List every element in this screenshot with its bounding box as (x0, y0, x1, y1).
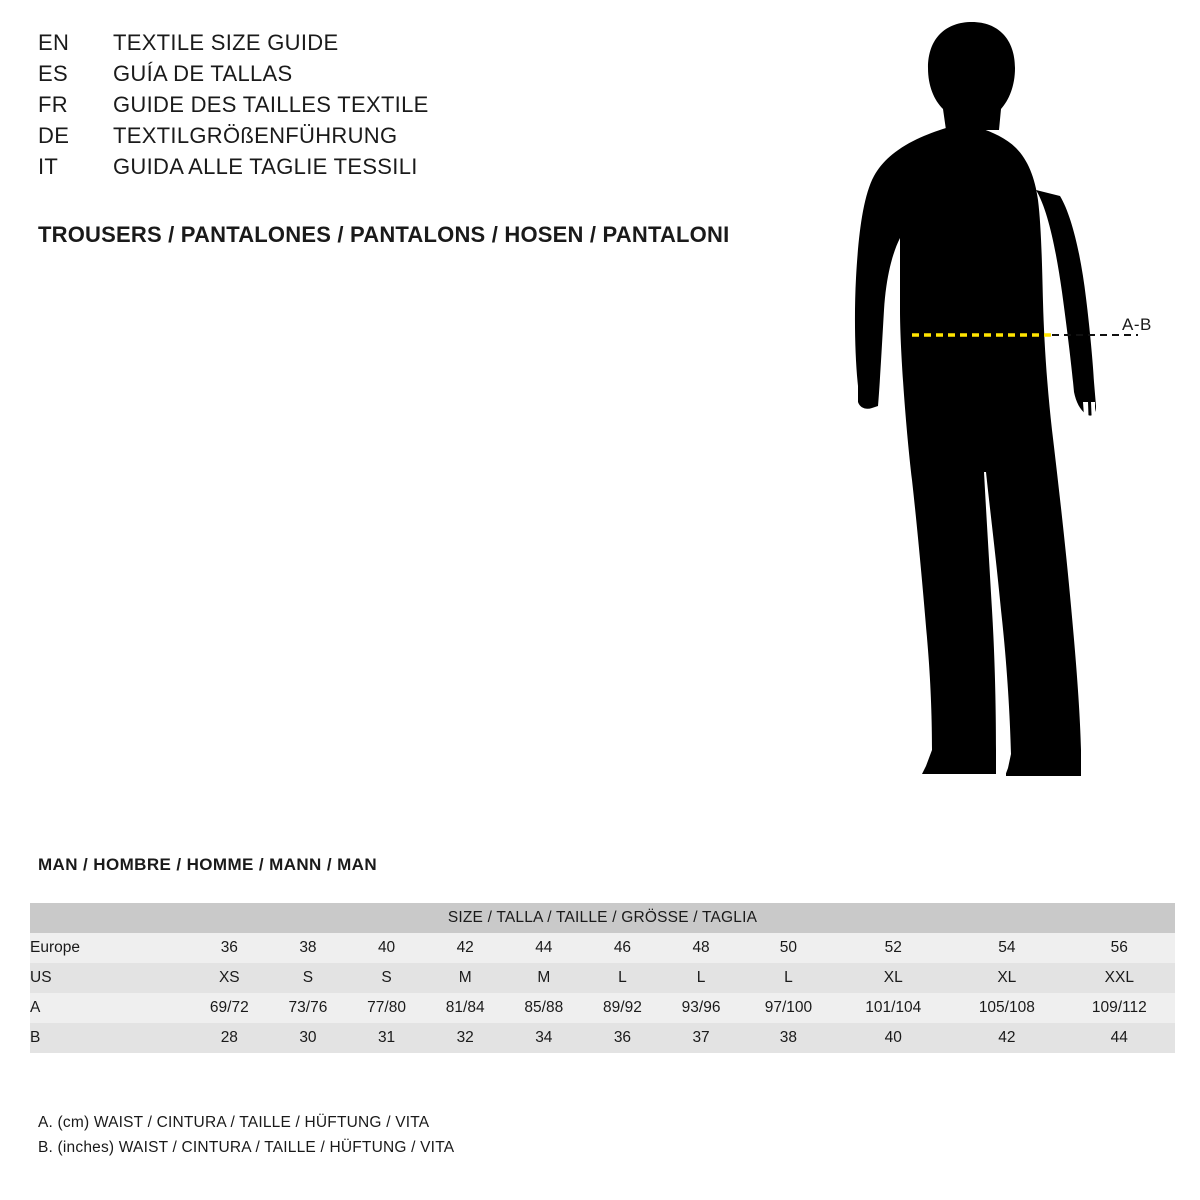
table-cell: 46 (583, 933, 662, 963)
garment-type-title: TROUSERS / PANTALONES / PANTALONS / HOSEN / PANTALONI (38, 222, 730, 247)
table-cell: 93/96 (662, 993, 741, 1023)
language-code: FR (38, 92, 68, 117)
language-text: GUIDA ALLE TAGLIE TESSILI (113, 154, 418, 179)
table-cell: S (347, 963, 426, 993)
table-cell: 34 (505, 1023, 584, 1053)
table-cell: 42 (950, 1023, 1064, 1053)
language-row (38, 123, 798, 154)
table-cell: M (505, 963, 584, 993)
table-cell: 54 (950, 933, 1064, 963)
table-cell: 38 (269, 933, 348, 963)
language-row (38, 30, 798, 61)
table-header-label: SIZE / TALLA / TAILLE / GRÖSSE / TAGLIA (30, 903, 1175, 933)
footnote-b: B. (inches) WAIST / CINTURA / TAILLE / HÜFTUNG / VITA (38, 1139, 455, 1156)
table-cell: XL (836, 963, 950, 993)
table-cell: M (426, 963, 505, 993)
table-cell: XXL (1064, 963, 1175, 993)
table-row (30, 963, 1175, 993)
table-cell: L (583, 963, 662, 993)
table-cell: 101/104 (836, 993, 950, 1023)
measure-label-ab: A-B (1122, 315, 1152, 334)
footnote-a: A. (cm) WAIST / CINTURA / TAILLE / HÜFTUNG / VITA (38, 1114, 430, 1131)
table-cell: 52 (836, 933, 950, 963)
table-cell: 40 (347, 933, 426, 963)
table-cell: 40 (836, 1023, 950, 1053)
table-cell: 77/80 (347, 993, 426, 1023)
table-cell: 105/108 (950, 993, 1064, 1023)
table-cell: 31 (347, 1023, 426, 1053)
table-row (30, 993, 1175, 1023)
language-row (38, 92, 798, 123)
table-row (30, 1023, 1175, 1053)
table-cell: 38 (740, 1023, 836, 1053)
model-figure (800, 10, 1200, 810)
man-silhouette-icon (800, 10, 1200, 810)
table-cell: 32 (426, 1023, 505, 1053)
size-table (30, 903, 1175, 1053)
table-cell: 81/84 (426, 993, 505, 1023)
table-cell: XS (190, 963, 269, 993)
table-cell: 89/92 (583, 993, 662, 1023)
table-cell: 109/112 (1064, 993, 1175, 1023)
language-code: DE (38, 123, 70, 148)
table-cell: 44 (505, 933, 584, 963)
table-cell: XL (950, 963, 1064, 993)
table-cell: 97/100 (740, 993, 836, 1023)
language-code: IT (38, 154, 59, 179)
table-cell: 36 (190, 933, 269, 963)
table-cell: 30 (269, 1023, 348, 1053)
footnotes (38, 1110, 454, 1160)
table-cell: 37 (662, 1023, 741, 1053)
language-code: ES (38, 61, 68, 86)
table-cell: L (662, 963, 741, 993)
table-cell: 56 (1064, 933, 1175, 963)
table-cell: 85/88 (505, 993, 584, 1023)
row-label: Europe (30, 933, 190, 963)
language-code: EN (38, 30, 70, 55)
table-header-row (30, 903, 1175, 933)
table-cell: 50 (740, 933, 836, 963)
language-text: GUIDE DES TAILLES TEXTILE (113, 92, 429, 117)
row-label: US (30, 963, 190, 993)
language-text: GUÍA DE TALLAS (113, 61, 293, 86)
language-row (38, 61, 798, 92)
table-cell: 69/72 (190, 993, 269, 1023)
table-cell: 28 (190, 1023, 269, 1053)
table-group-label: MAN / HOMBRE / HOMME / MANN / MAN (38, 855, 378, 874)
table-cell: 36 (583, 1023, 662, 1053)
table-cell: L (740, 963, 836, 993)
table-cell: 48 (662, 933, 741, 963)
language-text: TEXTILGRÖßENFÜHRUNG (113, 123, 398, 148)
table-row (30, 933, 1175, 963)
row-label: B (30, 1023, 190, 1053)
language-list (38, 30, 798, 185)
table-cell: 44 (1064, 1023, 1175, 1053)
language-row (38, 154, 798, 185)
table-cell: 42 (426, 933, 505, 963)
table-cell: 73/76 (269, 993, 348, 1023)
language-text: TEXTILE SIZE GUIDE (113, 30, 339, 55)
row-label: A (30, 993, 190, 1023)
table-cell: S (269, 963, 348, 993)
